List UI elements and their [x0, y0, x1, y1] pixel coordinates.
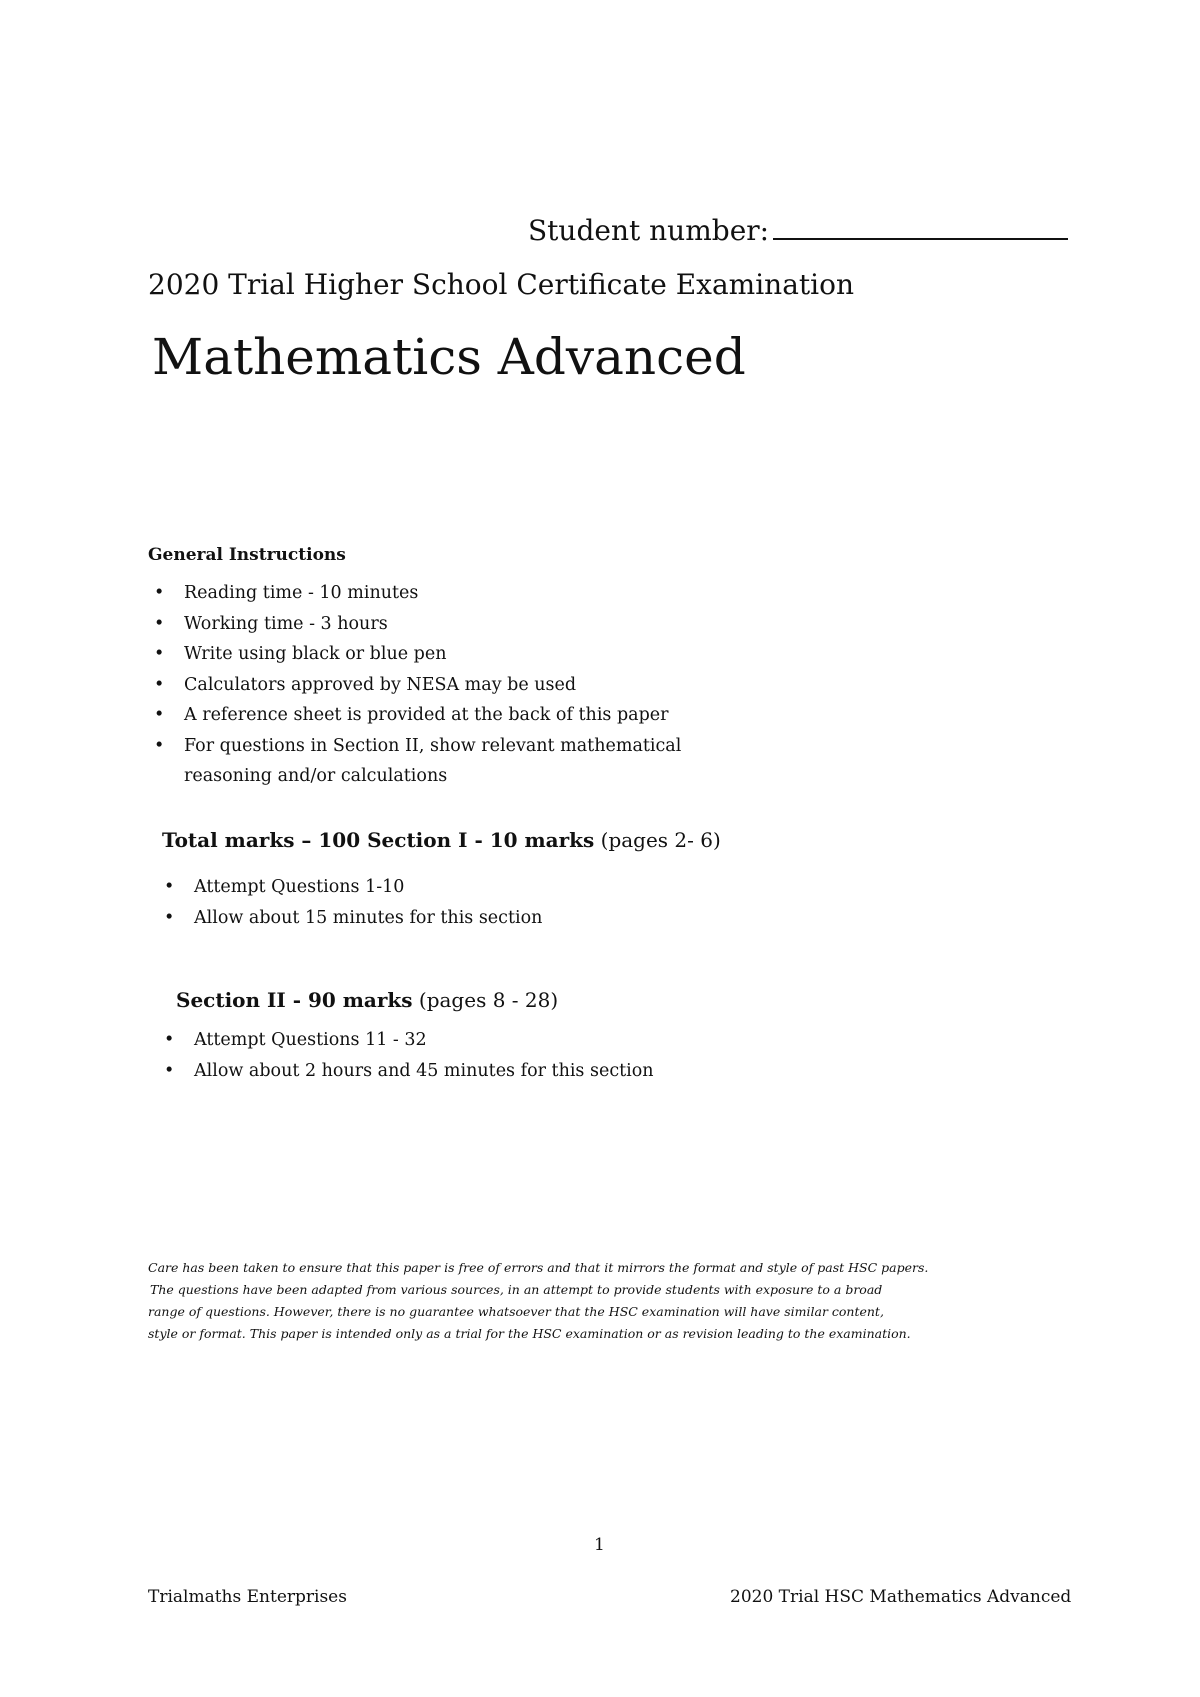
page-number: 1 — [594, 1535, 605, 1555]
list-item: • Attempt Questions 11 - 32 — [158, 1025, 654, 1056]
bullet-icon: • — [164, 1030, 175, 1050]
student-number-blank[interactable] — [773, 210, 1068, 240]
list-item: • Calculators approved by NESA may be used — [148, 670, 744, 701]
disclaimer-line: Care has been taken to ensure that this paper is free of errors and that it mirrors the format and style of past HSC papers. — [148, 1260, 929, 1275]
list-item: • For questions in Section II, show relevant mathematical reasoning and/or calculations — [148, 731, 744, 792]
list-item: • Working time - 3 hours — [148, 609, 744, 640]
disclaimer-line: The questions have been adapted from various sources, in an attempt to provide students with exposure to a broad — [150, 1282, 883, 1297]
exam-heading: 2020 Trial Higher School Certificate Examination — [148, 268, 854, 301]
bullet-icon: • — [164, 1060, 175, 1081]
section-2-heading-bold: Section II - 90 marks — [176, 988, 413, 1012]
section-2-heading — [176, 985, 558, 1015]
bullet-icon: • — [154, 583, 165, 603]
disclaimer-line: range of questions. However, there is no guarantee whatsoever that the HSC examination will have similar content, — [148, 1304, 884, 1319]
footer-publisher: Trialmaths Enterprises — [148, 1587, 347, 1607]
bullet-icon: • — [154, 674, 165, 695]
bullet-icon: • — [164, 877, 175, 897]
bullet-icon: • — [154, 644, 165, 664]
list-item: • Attempt Questions 1-10 — [158, 872, 542, 903]
section-1-heading-bold: Total marks – 100 Section I - 10 marks — [162, 828, 595, 852]
section-1-heading — [162, 825, 721, 855]
footer-exam-title: 2020 Trial HSC Mathematics Advanced — [730, 1587, 1072, 1607]
list-item: • Allow about 2 hours and 45 minutes for this section — [158, 1056, 654, 1087]
bullet-icon: • — [154, 705, 165, 725]
list-item: • Write using black or blue pen — [148, 639, 744, 670]
list-item: • Allow about 15 minutes for this section — [158, 903, 542, 934]
bullet-icon: • — [154, 613, 165, 634]
list-item: • A reference sheet is provided at the back of this paper — [148, 700, 744, 731]
disclaimer-line: style or format. This paper is intended only as a trial for the HSC examination or as revision leading to the examination. — [148, 1326, 911, 1341]
section-2-list — [158, 1025, 654, 1086]
general-instructions-list — [148, 578, 744, 792]
student-number-field — [528, 210, 1068, 251]
section-1-list — [158, 872, 542, 933]
section-1-pages: (pages 2- 6) — [600, 828, 721, 852]
student-number-label: Student number: — [528, 214, 770, 247]
list-item: • Reading time - 10 minutes — [148, 578, 744, 609]
general-instructions-heading: General Instructions — [148, 545, 346, 565]
bullet-icon: • — [154, 735, 165, 756]
disclaimer — [148, 1257, 948, 1345]
page-title: Mathematics Advanced — [152, 328, 746, 386]
section-2-pages: (pages 8 - 28) — [418, 988, 559, 1012]
bullet-icon: • — [164, 907, 175, 928]
